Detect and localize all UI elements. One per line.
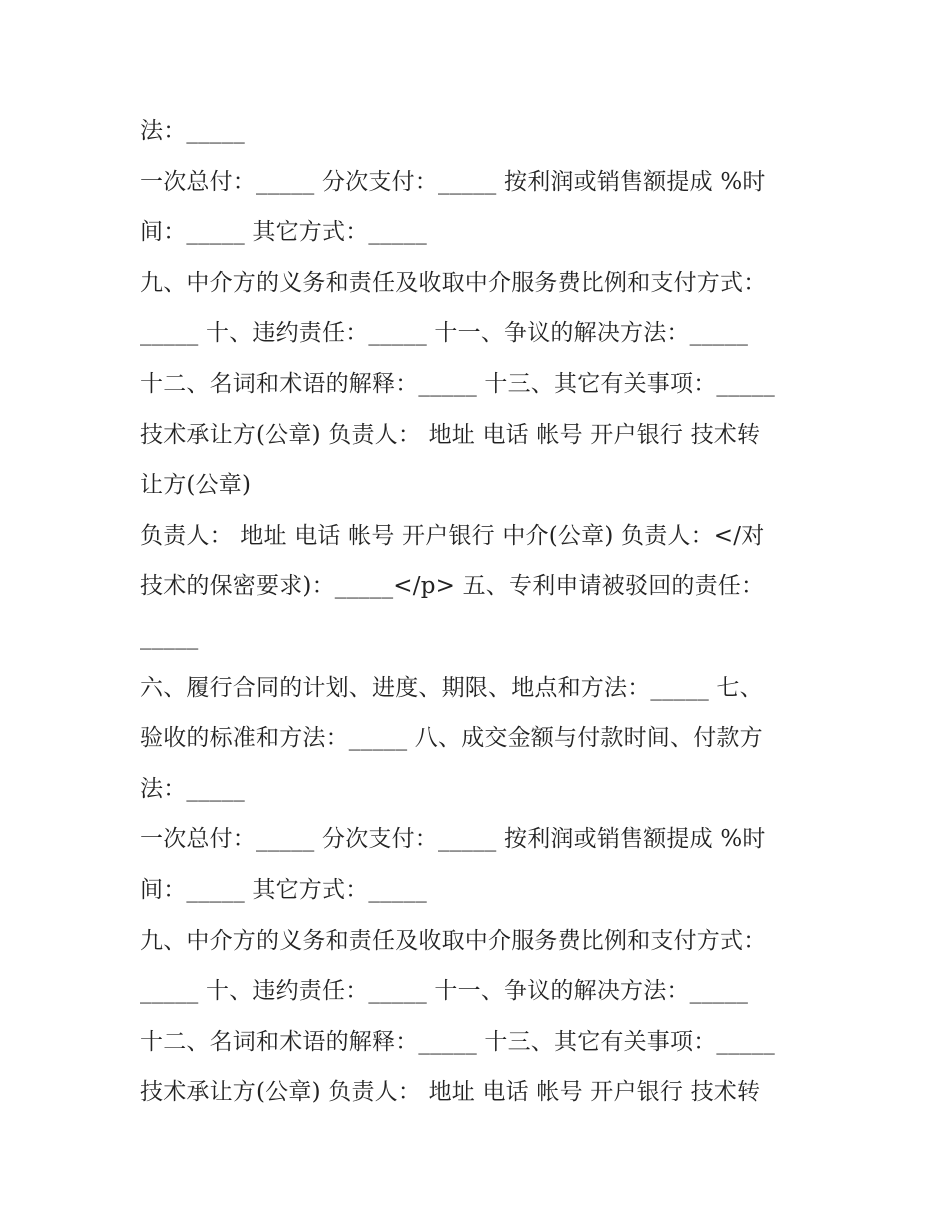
- text-line: 十二、名词和术语的解释：_____ 十三、其它有关事项：_____: [140, 1028, 775, 1055]
- text-line: 验收的标准和方法：_____ 八、成交金额与付款时间、付款方: [140, 725, 763, 752]
- text-line: 技术承让方(公章) 负责人： 地址 电话 帐号 开户银行 技术转: [140, 1079, 761, 1106]
- text-line: 六、履行合同的计划、进度、期限、地点和方法：_____ 七、: [140, 674, 763, 701]
- text-line: 法：_____: [140, 775, 245, 802]
- text-line: 负责人： 地址 电话 帐号 开户银行 中介(公章) 负责人：</对: [140, 522, 765, 549]
- text-line: 技术的保密要求)：_____</p> 五、专利申请被驳回的责任：: [140, 573, 765, 600]
- text-line: 让方(公章): [140, 472, 252, 499]
- text-line: 九、中介方的义务和责任及收取中介服务费比例和支付方式：: [140, 269, 767, 296]
- text-line: 十二、名词和术语的解释：_____ 十三、其它有关事项：_____: [140, 370, 775, 397]
- text-line: 一次总付：_____ 分次支付：_____ 按利润或销售额提成 %时: [140, 826, 766, 853]
- text-line: 法：_____: [140, 118, 245, 144]
- text-line: 间：_____ 其它方式：_____: [140, 876, 427, 903]
- text-line: 一次总付：_____ 分次支付：_____ 按利润或销售额提成 %时: [140, 168, 766, 195]
- text-line: _____ 十、违约责任：_____ 十一、争议的解决方法：_____: [140, 978, 749, 1005]
- document-body: [140, 106, 820, 1118]
- text-line: _____ 十、违约责任：_____ 十一、争议的解决方法：_____: [140, 320, 749, 347]
- text-line: 技术承让方(公章) 负责人： 地址 电话 帐号 开户银行 技术转: [140, 421, 761, 448]
- text-line: 间：_____ 其它方式：_____: [140, 219, 427, 246]
- text-line: 九、中介方的义务和责任及收取中介服务费比例和支付方式：: [140, 927, 767, 954]
- text-line: _____: [140, 623, 199, 650]
